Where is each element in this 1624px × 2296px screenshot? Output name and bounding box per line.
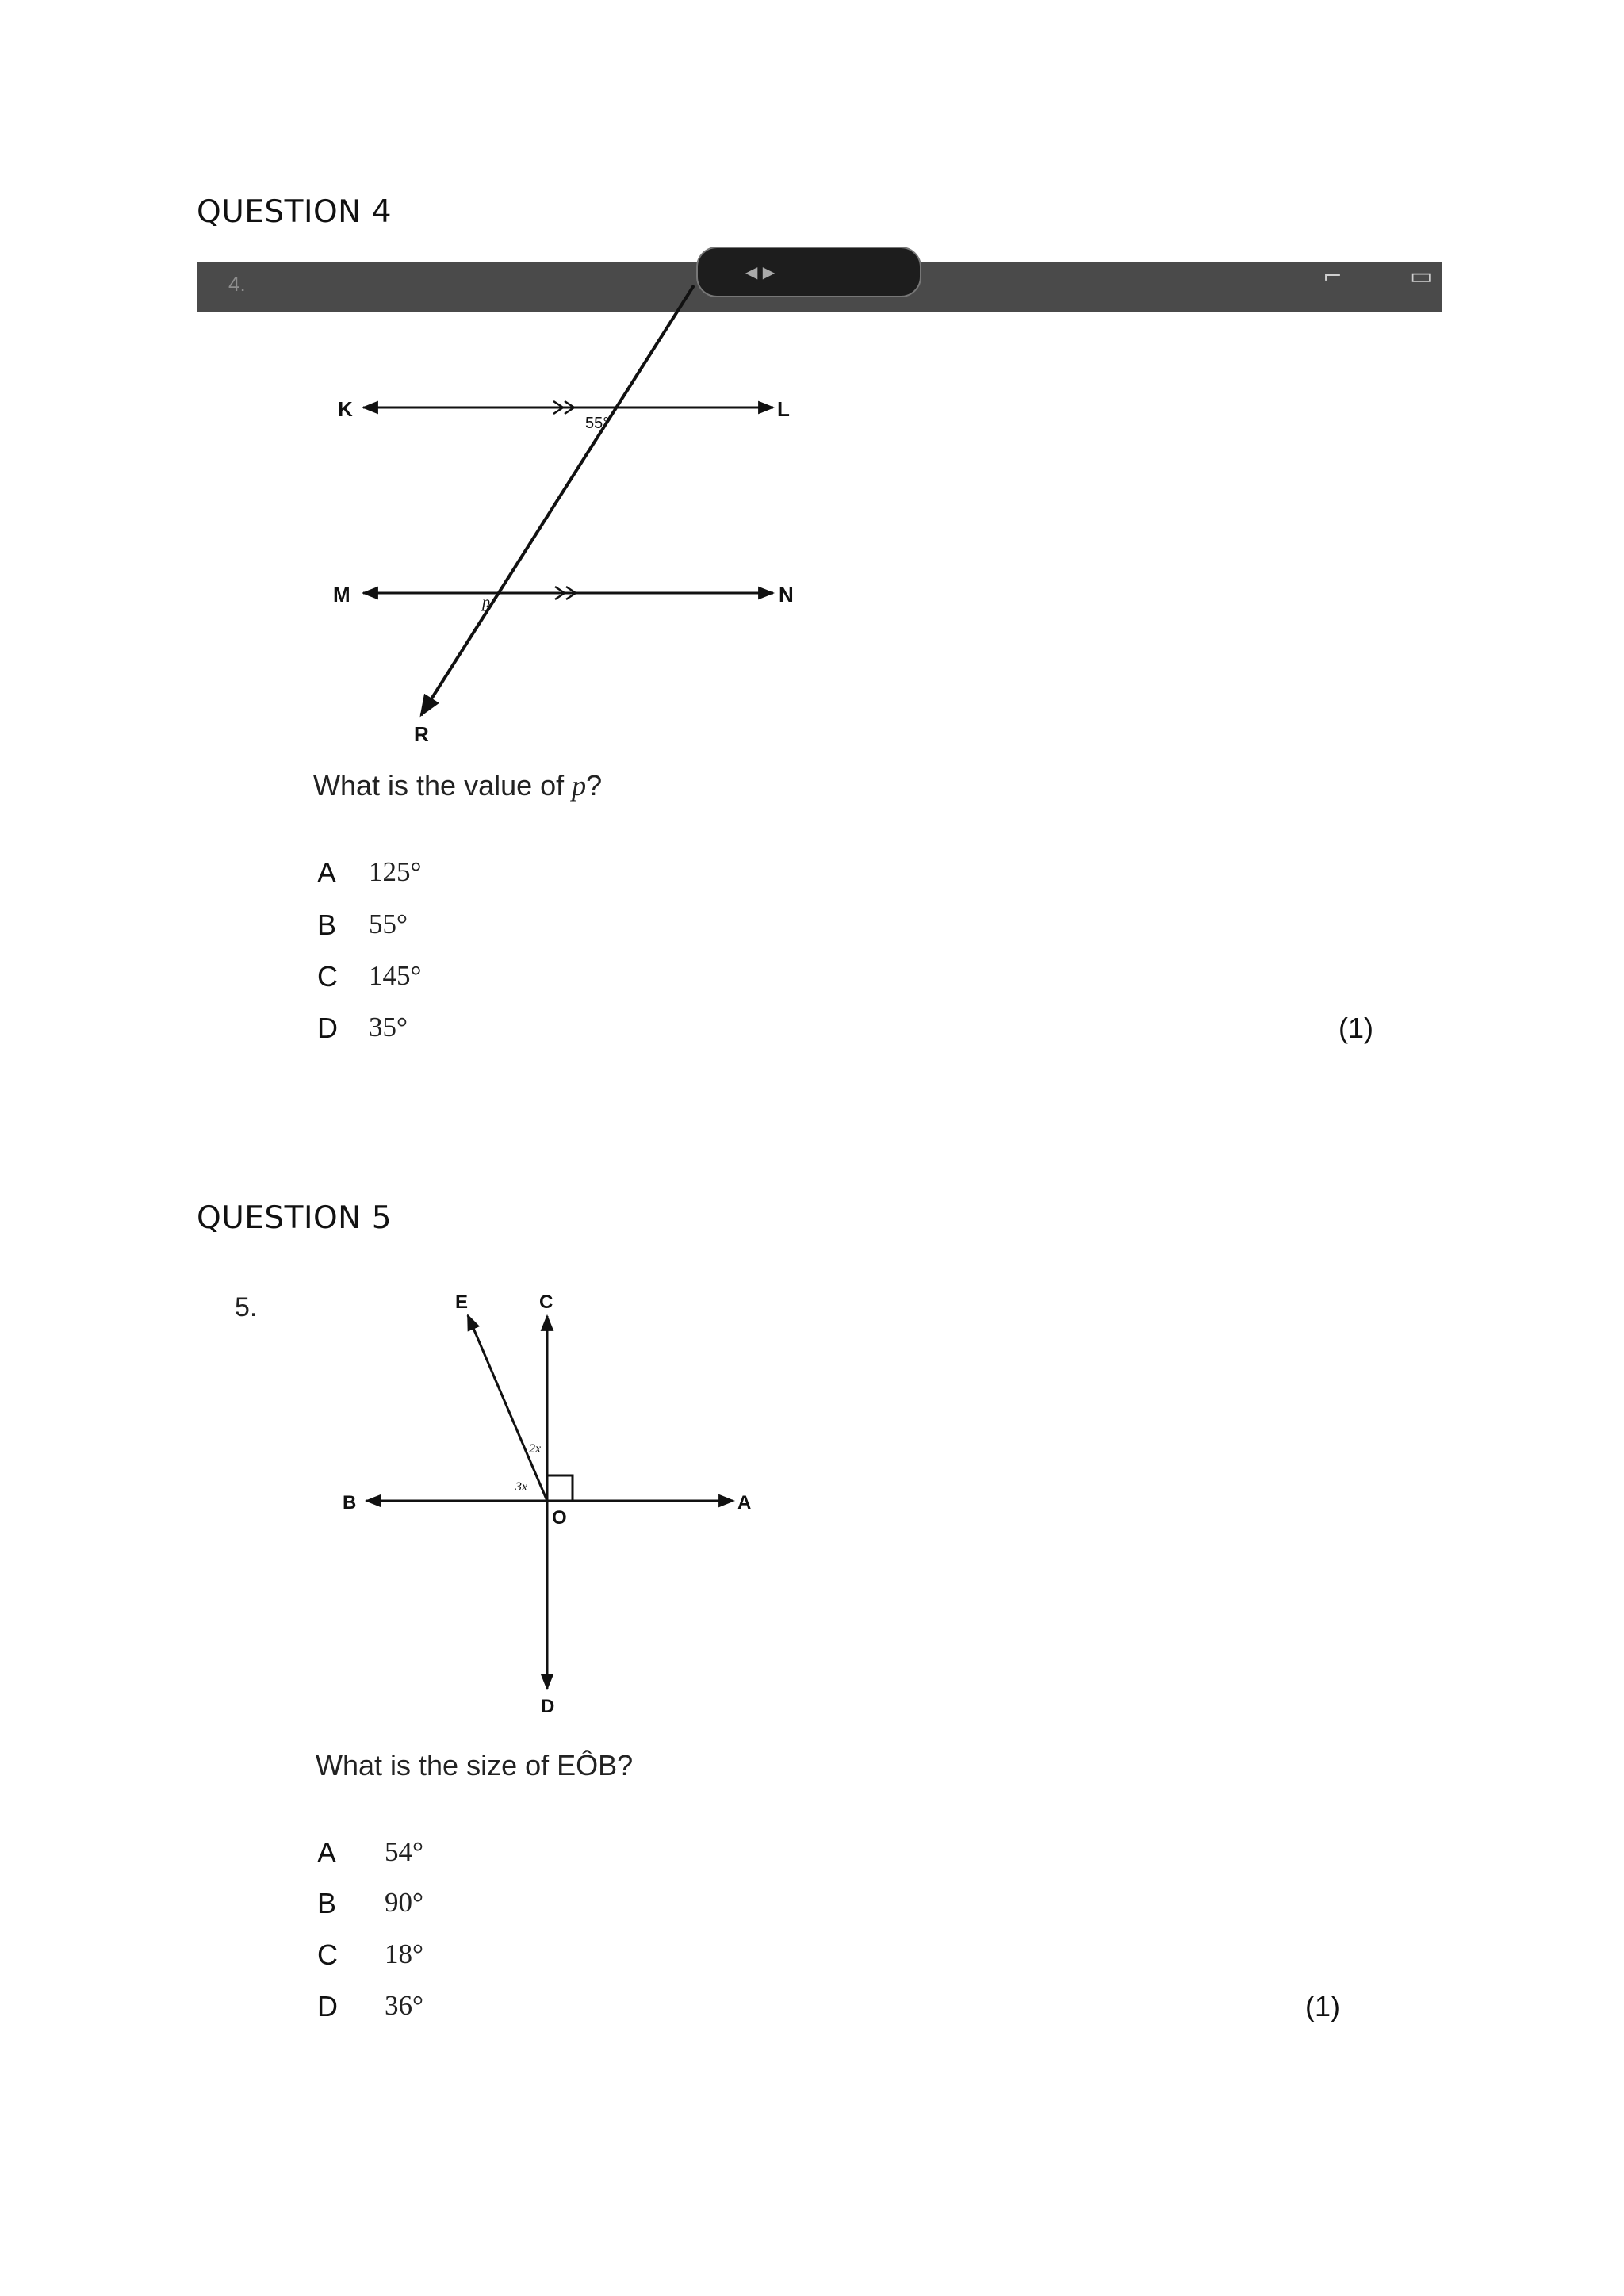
- label-l: L: [777, 397, 790, 421]
- q5-marks: (1): [1305, 1990, 1340, 2022]
- label-e: E: [455, 1292, 469, 1313]
- q5-option-c[interactable]: [317, 1938, 423, 1972]
- screenshot-question-number: 4.: [228, 272, 246, 296]
- label-d: D: [541, 1696, 555, 1717]
- q4-question-end: ?: [586, 769, 603, 802]
- option-letter: A: [317, 856, 337, 889]
- transversal-r: [421, 285, 694, 715]
- q4-question-text: [313, 769, 602, 802]
- label-m: M: [333, 583, 350, 607]
- option-letter: B: [317, 1887, 337, 1919]
- angle-p: p: [482, 594, 490, 611]
- q4-question: What is the value of: [313, 769, 573, 802]
- q5-question-text: What is the size of EÔB?: [316, 1749, 634, 1781]
- question-5-title: QUESTION 5: [197, 1200, 393, 1236]
- label-b: B: [343, 1492, 357, 1513]
- question-5-number: 5.: [235, 1292, 258, 1322]
- label-n: N: [779, 583, 794, 607]
- right-angle-mark: [547, 1475, 573, 1501]
- label-k: K: [338, 397, 353, 421]
- edit-icon[interactable]: ⌐: [1323, 262, 1343, 290]
- option-value: 36°: [385, 1990, 423, 2021]
- label-c: C: [539, 1292, 553, 1313]
- angle-2x: 2x: [529, 1442, 542, 1456]
- option-letter: A: [317, 1836, 337, 1869]
- q4-option-a[interactable]: [317, 856, 422, 890]
- ray-oe: [468, 1315, 547, 1501]
- q4-option-b[interactable]: [317, 909, 408, 942]
- question-4-title: QUESTION 4: [197, 194, 393, 230]
- option-value: 90°: [385, 1887, 423, 1918]
- q4-variable: p: [572, 770, 587, 802]
- play-icon[interactable]: ◀ ▶: [745, 262, 776, 281]
- option-value: 55°: [369, 909, 408, 939]
- option-value: 125°: [369, 856, 422, 887]
- option-value: 35°: [369, 1012, 408, 1043]
- q4-option-c[interactable]: [317, 960, 422, 993]
- label-o: O: [552, 1507, 567, 1529]
- option-value: 145°: [369, 960, 422, 991]
- option-letter: D: [317, 1990, 338, 2022]
- q4-marks: (1): [1339, 1012, 1373, 1044]
- q4-option-d[interactable]: [317, 1012, 408, 1045]
- label-a: A: [737, 1492, 752, 1513]
- angle-55: 55°: [585, 415, 610, 432]
- expand-icon[interactable]: ▭: [1410, 262, 1433, 290]
- option-letter: B: [317, 909, 337, 941]
- option-value: 18°: [385, 1938, 423, 1969]
- option-letter: C: [317, 960, 338, 993]
- option-value: 54°: [385, 1836, 423, 1867]
- q5-option-b[interactable]: [317, 1887, 423, 1920]
- option-letter: D: [317, 1012, 338, 1044]
- label-r: R: [414, 722, 429, 746]
- option-letter: C: [317, 1938, 338, 1971]
- q5-option-d[interactable]: [317, 1990, 423, 2023]
- q5-option-a[interactable]: [317, 1836, 423, 1869]
- angle-3x: 3x: [515, 1480, 528, 1494]
